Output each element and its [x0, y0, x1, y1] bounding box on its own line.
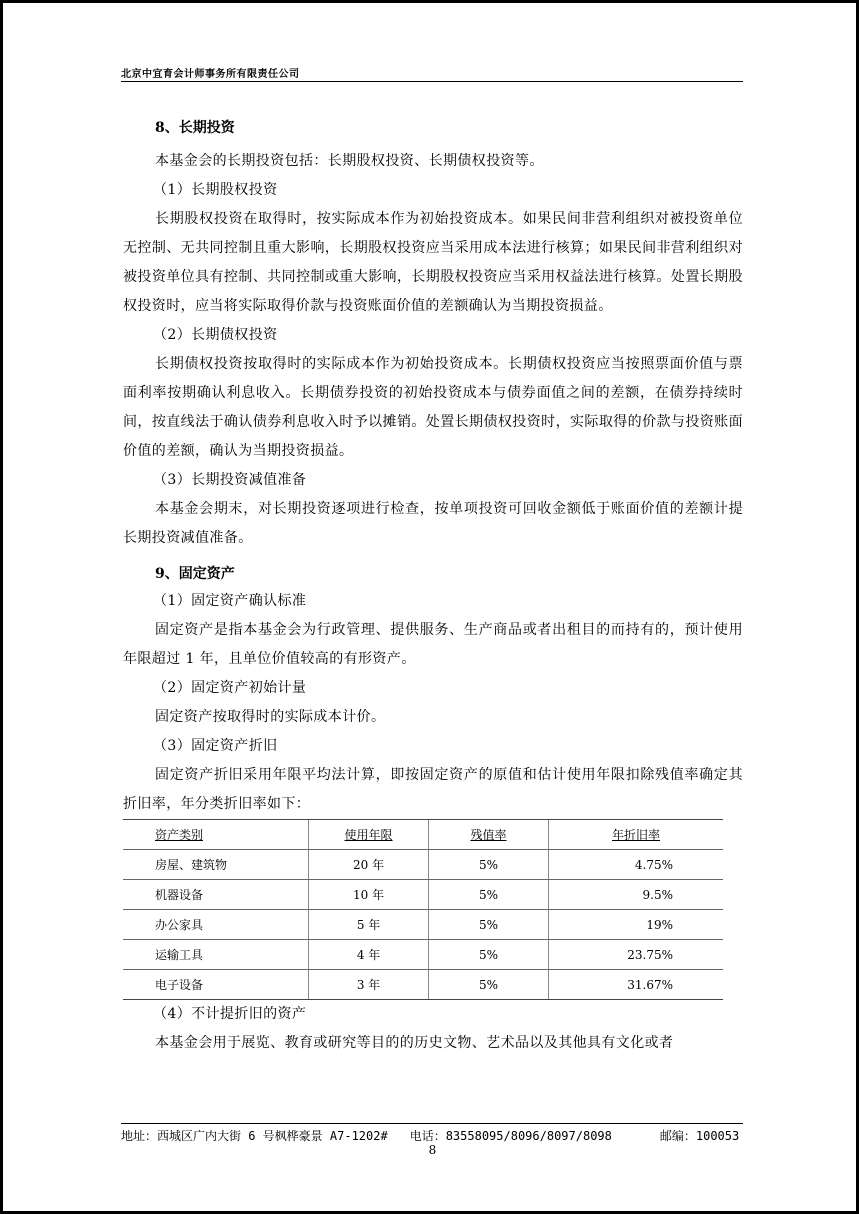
s9-sub2: （2）固定资产初始计量 — [153, 680, 307, 696]
section-8-title: 8、长期投资 — [155, 120, 235, 136]
footer-divider — [121, 1123, 743, 1124]
table-cell: 5 年 — [309, 910, 429, 940]
table-cell: 19% — [549, 910, 723, 940]
s9-para1: 固定资产是指本基金会为行政管理、提供服务、生产商品或者出租目的而持有的，预计使用年限超过 1 年，且单位价值较高的有形资产。 — [123, 622, 743, 667]
footer — [121, 1127, 743, 1144]
s8-sub3: （3）长期投资减值准备 — [153, 472, 307, 488]
s9-sub4: （4）不计提折旧的资产 — [153, 1006, 307, 1022]
s8-para1: 长期股权投资在取得时，按实际成本作为初始投资成本。如果民间非营利组织对被投资单位无控制、无共同控制且重大影响，长期股权投资应当采用成本法进行核算；如果民间非营利组织对被投资单位具有控制、共同控制或重大影响，长期股权投资应当采用权益法进行核算。处置长期股权投资时，应当将实际取得价款与投资账面价值的差额确认为当期投资损益。 — [123, 211, 743, 314]
depreciation-table — [123, 819, 723, 1000]
main-content — [123, 115, 743, 1058]
section-9-title: 9、固定资产 — [155, 566, 235, 582]
table-cell: 5% — [428, 880, 548, 910]
s9-para2: 固定资产按取得时的实际成本计价。 — [155, 709, 386, 725]
table-header-cell: 年折旧率 — [612, 828, 661, 842]
table-cell: 5% — [428, 910, 548, 940]
table-row — [123, 910, 723, 940]
table-row — [123, 850, 723, 880]
s9-para4: 本基金会用于展览、教育或研究等目的的历史文物、艺术品以及其他具有文化或者 — [155, 1035, 674, 1051]
table-cell: 9.5% — [549, 880, 723, 910]
table-cell: 5% — [428, 850, 548, 880]
s9-sub1: （1）固定资产确认标准 — [153, 593, 307, 609]
table-cell: 20 年 — [309, 850, 429, 880]
table-header-cell: 残值率 — [470, 828, 507, 842]
table-row — [123, 940, 723, 970]
header-divider — [121, 81, 743, 82]
table-cell: 4.75% — [549, 850, 723, 880]
table-cell: 3 年 — [309, 970, 429, 1000]
s8-intro: 本基金会的长期投资包括：长期股权投资、长期债权投资等。 — [155, 153, 544, 169]
table-cell: 5% — [428, 970, 548, 1000]
s8-para3: 本基金会期末，对长期投资逐项进行检查，按单项投资可回收金额低于账面价值的差额计提长期投资减值准备。 — [123, 501, 743, 546]
header-company: 北京中宜育会计师事务所有限责任公司 — [121, 69, 300, 80]
table-cell: 机器设备 — [123, 880, 309, 910]
footer-address: 地址：西城区广内大街 6 号枫桦豪景 A7-1202# — [121, 1129, 388, 1143]
table-row — [123, 880, 723, 910]
s8-sub1: （1）长期股权投资 — [153, 182, 278, 198]
table-cell: 10 年 — [309, 880, 429, 910]
table-cell: 运输工具 — [123, 940, 309, 970]
table-cell: 4 年 — [309, 940, 429, 970]
table-row — [123, 970, 723, 1000]
table-cell: 23.75% — [549, 940, 723, 970]
footer-postcode: 邮编：100053 — [659, 1129, 740, 1143]
table-cell: 房屋、建筑物 — [123, 850, 309, 880]
s8-sub2: （2）长期债权投资 — [153, 327, 278, 343]
table-header-row — [123, 820, 723, 850]
s9-sub3: （3）固定资产折旧 — [153, 738, 278, 754]
table-cell: 办公家具 — [123, 910, 309, 940]
table-header-cell: 资产类别 — [155, 828, 204, 842]
s8-para2: 长期债权投资按取得时的实际成本作为初始投资成本。长期债权投资应当按照票面价值与票面利率按期确认利息收入。长期债券投资的初始投资成本与债券面值之间的差额，在债券持续时间，按直线法于确认债券利息收入时予以摊销。处置长期债权投资时，实际取得的价款与投资账面价值的差额，确认为当期投资损益。 — [123, 356, 743, 459]
page-number: 8 — [428, 1143, 437, 1157]
table-cell: 31.67% — [549, 970, 723, 1000]
s9-para3: 固定资产折旧采用年限平均法计算，即按固定资产的原值和估计使用年限扣除残值率确定其折旧率，年分类折旧率如下： — [123, 767, 743, 812]
table-cell: 5% — [428, 940, 548, 970]
footer-phone: 电话：83558095/8096/8097/8098 — [409, 1129, 612, 1143]
table-cell: 电子设备 — [123, 970, 309, 1000]
table-header-cell: 使用年限 — [344, 828, 393, 842]
